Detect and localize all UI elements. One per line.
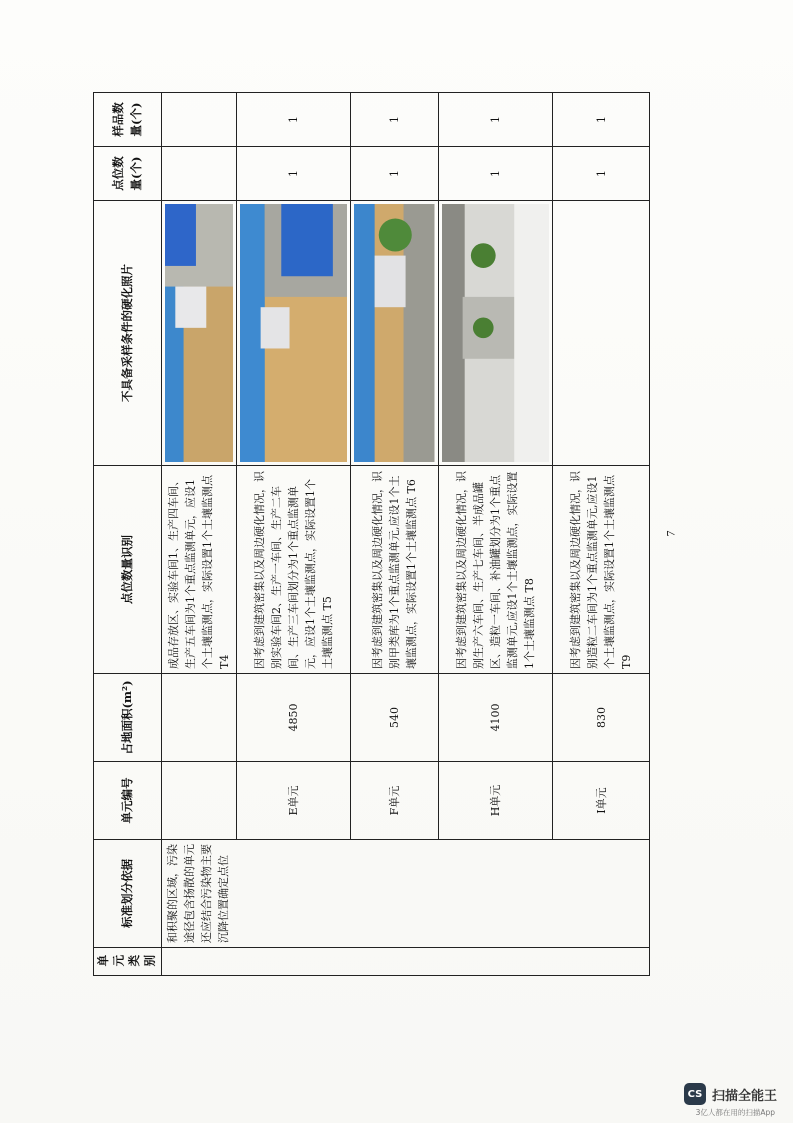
points-cell: 1 bbox=[553, 147, 650, 201]
scanner-brand-tagline: 3亿人都在用的扫描App bbox=[695, 1108, 775, 1117]
header-basis: 标准划分依据 bbox=[94, 840, 162, 948]
site-photo-f bbox=[354, 204, 434, 462]
header-samples: 样品数量(个) bbox=[94, 93, 162, 147]
photo-image bbox=[165, 204, 233, 462]
site-photo-e bbox=[165, 204, 233, 462]
header-area: 占地面积(m²) bbox=[94, 674, 162, 762]
scanner-brand-name: 扫描全能王 bbox=[711, 1088, 777, 1104]
identify-cell: 因考虑到建筑密集以及周边硬化情况，识别实验车间2、生产一车间、生产二车间、生产三车间划分为1个重点监测单元，应设1个土壤监测点，实际设置1个土壤监测点 T5 bbox=[237, 466, 351, 674]
area-cell: 540 bbox=[351, 674, 438, 762]
identify-cell: 因考虑到建筑密集以及周边硬化情况，识别生产六车间、生产七车间、半成品罐区、造粒一车间、补油罐划分为1个重点监测单元,应设1个土壤监测点，实际设置1个土壤监测点 T8 bbox=[438, 466, 552, 674]
photo-cell bbox=[553, 201, 650, 466]
photo-cell bbox=[237, 201, 351, 466]
samples-cell: 1 bbox=[237, 93, 351, 147]
photo-image bbox=[354, 204, 434, 462]
table-row bbox=[162, 93, 237, 976]
header-photo: 不具备采样条件的硬化照片 bbox=[94, 201, 162, 466]
site-photo-h bbox=[442, 204, 549, 462]
unit-cell: I单元 bbox=[553, 762, 650, 840]
unit-cell bbox=[162, 762, 237, 840]
site-photo-e2 bbox=[240, 204, 347, 462]
points-cell: 1 bbox=[438, 147, 552, 201]
category-cell bbox=[162, 948, 650, 976]
photo-cell bbox=[438, 201, 552, 466]
samples-cell: 1 bbox=[553, 93, 650, 147]
unit-cell: H单元 bbox=[438, 762, 552, 840]
identify-cell: 成品存放区、实验车间1、生产四车间、生产五车间为1个重点监测单元，应设1个土壤监测点，实际设置1个土壤监测点 T4 bbox=[162, 466, 237, 674]
basis-cell: 和积聚的区域，污染途径包含扬散的单元还应结合污染物主要沉降位置确定点位 bbox=[162, 840, 650, 948]
area-cell: 830 bbox=[553, 674, 650, 762]
header-points: 点位数量(个) bbox=[94, 147, 162, 201]
area-cell: 4100 bbox=[438, 674, 552, 762]
samples-cell bbox=[162, 93, 237, 147]
table-rotation bbox=[93, 93, 638, 976]
identify-cell: 因考虑到建筑密集以及周边硬化情况，识别造粒二车间为1个重点监测单元,应设1个土壤监测点，实际设置1个土壤监测点 T9 bbox=[553, 466, 650, 674]
area-cell: 4850 bbox=[237, 674, 351, 762]
photo-image bbox=[240, 204, 347, 462]
samples-cell: 1 bbox=[438, 93, 552, 147]
unit-cell: F单元 bbox=[351, 762, 438, 840]
identify-cell: 因考虑到建筑密集以及周边硬化情况，识别甲类库为1个重点监测单元,应设1个土壤监测点，实际设置1个土壤监测点 T6 bbox=[351, 466, 438, 674]
monitoring-unit-table bbox=[93, 92, 650, 976]
scanner-watermark bbox=[684, 1083, 777, 1105]
photo-cell bbox=[162, 201, 237, 466]
header-unit-no: 单元编号 bbox=[94, 762, 162, 840]
points-cell bbox=[162, 147, 237, 201]
scanner-logo-icon: CS bbox=[684, 1083, 706, 1105]
area-cell bbox=[162, 674, 237, 762]
unit-cell: E单元 bbox=[237, 762, 351, 840]
page-number: 7 bbox=[663, 530, 678, 537]
table-rotated-wrapper bbox=[93, 93, 638, 976]
points-cell: 1 bbox=[237, 147, 351, 201]
photo-image bbox=[442, 204, 549, 462]
header-identify: 点位数量识别 bbox=[94, 466, 162, 674]
samples-cell: 1 bbox=[351, 93, 438, 147]
header-row bbox=[94, 93, 162, 976]
photo-cell bbox=[351, 201, 438, 466]
header-category: 单元类别 bbox=[94, 948, 162, 976]
points-cell: 1 bbox=[351, 147, 438, 201]
